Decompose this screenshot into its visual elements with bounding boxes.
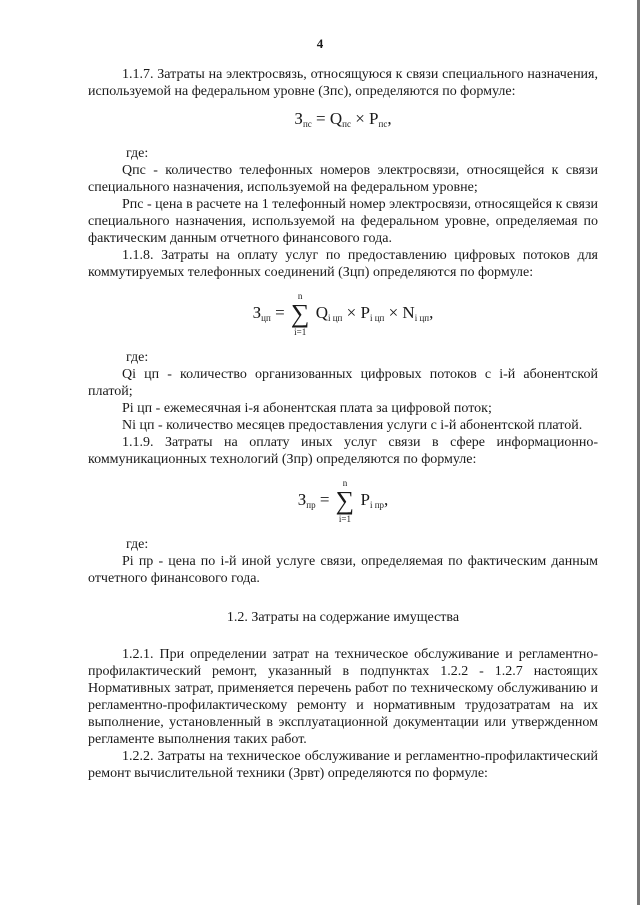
where-label: где: bbox=[126, 537, 149, 552]
paragraph-1-2-1: 1.2.1. При определении затрат на техническое обслуживание и регламентно-профилактический ремонт, указанный в подпунктах 1.2.2 - 1.2.7 настоящих Нормативных затрат, применяется перечень работ по техническому обслуживанию и регламентно-профилактическому ремонту и нормативным трудозатратам на их выполнение, установленный в эксплуатационной документации или утвержденном регламенте выполнения таких работ. bbox=[88, 647, 598, 747]
where-label: где: bbox=[126, 350, 149, 365]
formula-subscript: пс bbox=[302, 119, 312, 129]
formula-symbol: Q bbox=[329, 109, 343, 128]
definition-ppr: Pi пр - цена по i-й иной услуге связи, определяемая по фактическим данным отчетного финансового года. bbox=[88, 554, 598, 586]
paragraph-1-1-7: 1.1.7. Затраты на электросвязь, относящуюся к связи специального назначения, используемой на федеральном уровне (Зпс), определяются по формуле: bbox=[88, 67, 598, 99]
formula-subscript: пс bbox=[378, 119, 388, 129]
formula-punctuation: , bbox=[429, 302, 434, 322]
sigma-icon: ∑ bbox=[290, 299, 310, 328]
formula-symbol: N bbox=[402, 302, 415, 322]
formula-punctuation: , bbox=[384, 489, 389, 509]
paragraph-1-1-8: 1.1.8. Затраты на оплату услуг по предоставлению цифровых потоков для коммутируемых телефонных соединений (Зцп) определяются по формуле: bbox=[88, 248, 598, 280]
formula-operator: × bbox=[346, 302, 357, 322]
formula-operator: × bbox=[388, 302, 399, 322]
paragraph-1-1-9: 1.1.9. Затраты на оплату иных услуг связи в сфере информационно-коммуникационных технологий (Зпр) определяются по формуле: bbox=[88, 435, 598, 467]
formula-symbol: З bbox=[294, 109, 303, 128]
definition-qps: Qпс - количество телефонных номеров электросвязи, относящейся к связи специального назначения, используемой на федеральном уровне; bbox=[88, 163, 598, 195]
formula-subscript: i цп bbox=[369, 312, 385, 323]
formula-operator: = bbox=[316, 109, 326, 128]
formula-symbol: З bbox=[252, 302, 262, 322]
formula-operator: = bbox=[319, 489, 330, 509]
formula-subscript: пр bbox=[306, 499, 316, 510]
formula-zpr bbox=[88, 478, 598, 524]
definition-ncp: Ni цп - количество месяцев предоставления услуги с i-й абонентской платой. bbox=[122, 418, 583, 433]
formula-operator: × bbox=[355, 109, 365, 128]
formula-subscript: i цп bbox=[327, 312, 343, 323]
sum-lower-limit: i=1 bbox=[294, 327, 307, 337]
summation-sign bbox=[336, 478, 355, 524]
formula-zps bbox=[88, 110, 598, 133]
sum-upper-limit: n bbox=[297, 291, 303, 301]
formula-symbol: P bbox=[369, 109, 379, 128]
formula-symbol: P bbox=[360, 489, 370, 509]
formula-punctuation: , bbox=[387, 109, 392, 128]
definition-qcp: Qi цп - количество организованных цифровых потоков с i-й абонентской платой; bbox=[88, 367, 598, 399]
formula-symbol: Q bbox=[315, 302, 328, 322]
section-heading: 1.2. Затраты на содержание имущества bbox=[226, 610, 460, 625]
sigma-icon: ∑ bbox=[335, 486, 355, 515]
formula-subscript: пс bbox=[342, 119, 351, 129]
formula-subscript: i пр bbox=[369, 499, 385, 510]
formula-symbol: З bbox=[297, 489, 307, 509]
page-number: 4 bbox=[316, 36, 324, 51]
formula-zcp bbox=[88, 291, 598, 337]
sum-upper-limit: n bbox=[342, 478, 348, 488]
formula-operator: = bbox=[275, 302, 285, 322]
definition-pcp: Pi цп - ежемесячная i-я абонентская плата за цифровой поток; bbox=[122, 401, 492, 416]
paragraph-1-2-2: 1.2.2. Затраты на техническое обслуживание и регламентно-профилактический ремонт вычислительной техники (Зрвт) определяются по формуле: bbox=[88, 749, 598, 781]
document-body bbox=[88, 66, 598, 782]
sum-lower-limit: i=1 bbox=[338, 514, 351, 524]
where-label: где: bbox=[126, 146, 149, 161]
formula-symbol: P bbox=[360, 302, 370, 322]
formula-subscript: i цп bbox=[414, 312, 430, 323]
definition-pps: Pпс - цена в расчете на 1 телефонный номер электросвязи, относящейся к связи специального назначения, используемой на федеральном уровне, определяемая по фактическим данным отчетного финансового года. bbox=[88, 197, 598, 246]
formula-subscript: цп bbox=[261, 312, 271, 323]
summation-sign bbox=[291, 291, 310, 337]
